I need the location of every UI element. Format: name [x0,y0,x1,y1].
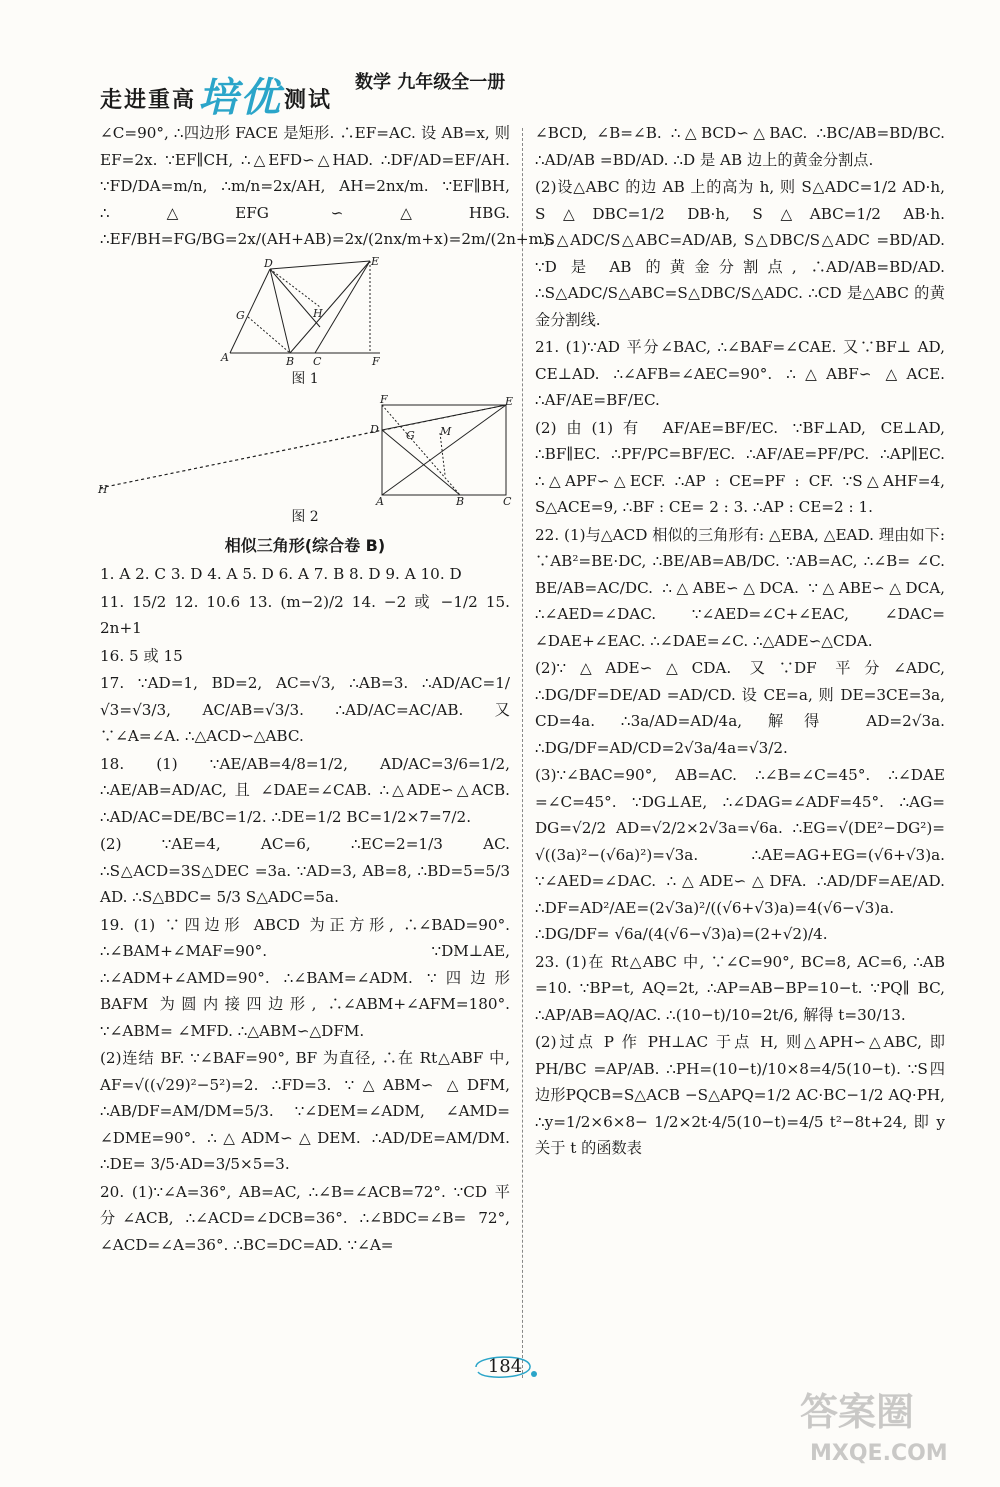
brand-pre: 走进重高 [100,88,197,113]
figure-2 [98,392,514,508]
svg-text:MXQE.COM: MXQE.COM [810,1441,948,1466]
subject-label: 数学 九年级全一册 [355,72,506,93]
figure-1-caption: 图 1 [291,370,319,387]
solution-22-part3: (3)∵∠BAC=90°, AB=AC. ∴∠B=∠C=45°. ∴∠DAE =∠C=45°. ∵DG⊥AE, ∴∠DAG=∠ADF=45°. ∴AG= DG=√2/2 AD=√2/2×2√3a=√6a. ∴EG=√(DE²−DG²)= √((3a)²−(√6a)²)=√3a. ∴AE=AG+EG=(√6+√3)a. ∵∠AED=∠DAC. ∴△ADE∽△DFA. ∴AD/DF=AE/AD. ∴DF=AD²/AE=(2√3a)²/((√6+√3)a)=4(√6−√3)a. ∴DG/DF= √6a/(4(√6−√3)a)=(2+√2)/4. [535,766,945,943]
solution-22-part1: 22. (1)与△ACD 相似的三角形有: △EBA, △EAD. 理由如下: ∵AB²=BE·DC, ∴BE/AB=AB/DC. ∵AB=AC, ∴∠B= ∠C. BE/AB=AC/DC. ∴△ABE∽△DCA. ∵△ABE∽△DCA, ∴∠AED=∠DAC. ∵∠AED=∠C+∠EAC, ∠DAC= ∠DAE+∠EAC. ∴∠DAE=∠C. ∴△ADE∽△CDA. [535,525,945,650]
left-paragraph-1: ∠C=90°, ∴四边形 FACE 是矩形. ∴EF=AC. 设 AB=x, 则 EF=2x. ∵EF∥CH, ∴△EFD∽△HAD. ∴DF/AD=EF/AH. ∵FD/DA=m/n, ∴m/n=2x/AH, AH=2nx/m. ∵EF∥BH, ∴△EFG ∽△HBG. ∴EF/BH=FG/BG=2x/(AH+AB)=2x/(2nx/m+x)=2m/(2n+m). [100,124,554,248]
fig2-label-a: A [376,494,384,508]
watermark-logo [790,1380,980,1470]
solution-18-part2: (2) ∵AE=4, AC=6, ∴EC=2=1/3 AC. ∴S△ACD=3S△DEC =3a. ∵AD=3, AB=8, ∴BD=5=5/3 AD. ∴S△BDC= 5/3 S△ADC=5a. [100,835,510,906]
brand-post: 测试 [284,88,333,113]
fig1-label-a: A [221,350,229,364]
fig2-label-m: M [440,424,452,438]
answers-1-10: 1. A 2. C 3. D 4. A 5. D 6. A 7. B 8. D 9. A 10. D [100,565,462,583]
page-number-badge [470,1350,540,1384]
figure-2-caption: 图 2 [291,508,319,525]
solution-19-part1: 19. (1) ∵四边形 ABCD 为正方形, ∴∠BAD=90°. ∴∠BAM+∠MAF=90°. ∵DM⊥AE, ∴∠ADM+∠AMD=90°. ∴∠BAM=∠ADM. ∵四边形 BAFM 为圆内接四边形, ∴∠ABM+∠AFM=180°. ∵∠ABM= ∠MFD. ∴△ABM∽△DFM. [100,915,510,1040]
brand-big: 培优 [198,75,283,121]
fig1-label-b: B [286,354,295,368]
fig2-label-g: G [406,428,415,442]
book-title [100,62,332,119]
fig1-label-f: F [372,354,380,368]
solution-20-part1: 20. (1)∵∠A=36°, AB=AC, ∴∠B=∠ACB=72°. ∵CD 平分∠ACB, ∴∠ACD=∠DCB=36°. ∴∠BDC=∠B= 72°, ∠ACD=∠A=36°. ∴BC=DC=AD. ∵∠A= [100,1182,510,1254]
fig1-label-e: E [371,254,380,268]
solution-18-part1: 18. (1) ∵AE/AB=4/8=1/2, AD/AC=3/6=1/2, ∴AE/AB=AD/AC, 且 ∠DAE=∠CAB. ∴△ADE∽△ACB. ∴AD/AC=DE/BC=1/2. ∴DE=1/2 BC=1/2×7=7/2. [100,754,510,826]
solution-21-part2: (2)由(1)有 AF/AE=BF/EC. ∵BF⊥AD, CE⊥AD, ∴BF∥EC. ∴PF/PC=BF/EC. ∴AF/AE=PF/PC. ∴AP∥EC. ∴△APF∽△ECF. ∴AP : CE=PF : CF. ∵S△AHF=4, S△ACE=9, ∴BF : CE= 2 : 3. ∴AP : CE=2 : 1. [535,418,945,516]
column-divider [522,128,523,1378]
fig2-label-f: F [380,392,388,406]
solution-20-part2: (2)设△ABC 的边 AB 上的高为 h, 则 S△ADC=1/2 AD·h, S△DBC=1/2 DB·h, S△ABC=1/2 AB·h. ∴S△ADC/S△ABC=AD/AB, S△DBC/S△ADC =BD/AD. ∵D 是 AB 的黄金分割点, ∴AD/AB=BD/AD. ∴S△ADC/S△ABC=S△DBC/S△ADC. ∴CD 是△ABC 的黄金分割线. [535,178,945,329]
fig1-label-d: D [264,256,273,270]
fig2-label-h: H [98,482,108,496]
fig2-label-d: D [370,422,379,436]
page-header [100,50,900,121]
page-number: 184 [487,1356,523,1377]
fig2-label-e: E [505,394,514,408]
figure-1 [220,254,390,368]
fig1-label-h: H [313,306,323,320]
solution-23-part1: 23. (1)在 Rt△ABC 中, ∵∠C=90°, BC=8, AC=6, ∴AB =10. ∵BP=t, AQ=2t, ∴AP=AB−BP=10−t. ∵PQ∥ BC, ∴AP/AB=AQ/AC. ∴(10−t)/10=2t/6, 解得 t=30/13. [535,952,945,1024]
answers-11-15: 11. 15/2 12. 10.6 13. (m−2)/2 14. −2 或 −1/2 15. 2n+1 [100,592,510,637]
fig1-label-c: C [313,354,322,368]
fig2-label-b: B [456,494,465,508]
answer-16: 16. 5 或 15 [100,646,183,665]
right-column [535,120,945,1163]
solution-23-part2: (2)过点 P 作 PH⊥AC 于点 H, 则△APH∽△ABC, 即 PH/BC =AP/AB. ∴PH=(10−t)/10×8=4/5(10−t). ∵S四边形PQCB=S△ACB −S△APQ=1/2 AC·BC−1/2 AQ·PH, ∴y=1/2×6×8− 1/2×2t·4/5(10−t)=4/5 t²−8t+24, 即 y 关于 t 的函数表 [535,1033,945,1157]
solution-17: 17. ∵AD=1, BD=2, AC=√3, ∴AB=3. ∴AD/AC=1/√3=√3/3, AC/AB=√3/3. ∴AD/AC=AC/AB. 又∵∠A=∠A. ∴△ACD∽△ABC. [100,674,510,745]
fig2-label-c: C [503,494,512,508]
solution-22-part2: (2)∵△ADE∽△CDA. 又∵DF 平分∠ADC, ∴DG/DF=DE/AD =AD/CD. 设 CE=a, 则 DE=3CE=3a, CD=4a. ∴3a/AD=AD/4a, 解得 AD=2√3a. ∴DG/DF=AD/CD=2√3a/4a=√3/2. [535,659,945,757]
left-column [98,120,554,1259]
section-title: 相似三角形(综合卷 B) [224,535,386,555]
fig1-label-g: G [236,308,245,322]
svg-text:答案圈: 答案圈 [800,1390,915,1434]
solution-20-continued: ∠BCD, ∠B=∠B. ∴△BCD∽△BAC. ∴BC/AB=BD/BC. ∴AD/AB =BD/AD. ∴D 是 AB 边上的黄金分割点. [535,124,945,169]
solution-19-part2: (2)连结 BF. ∵∠BAF=90°, BF 为直径, ∴在 Rt△ABF 中, AF=√((√29)²−5²)=2. ∴FD=3. ∵△ABM∽ △DFM, ∴AB/DF=AM/DM=5/3. ∵∠DEM=∠ADM, ∠AMD= ∠DME=90°. ∴△ADM∽△DEM. ∴AD/DE=AM/DM. ∴DE= 3/5·AD=3/5×5=3. [100,1049,510,1173]
solution-21-part1: 21. (1)∵AD 平分∠BAC, ∴∠BAF=∠CAE. 又∵BF⊥ AD, CE⊥AD. ∴∠AFB=∠AEC=90°. ∴△ABF∽ △ACE. ∴AF/AE=BF/EC. [535,338,945,409]
